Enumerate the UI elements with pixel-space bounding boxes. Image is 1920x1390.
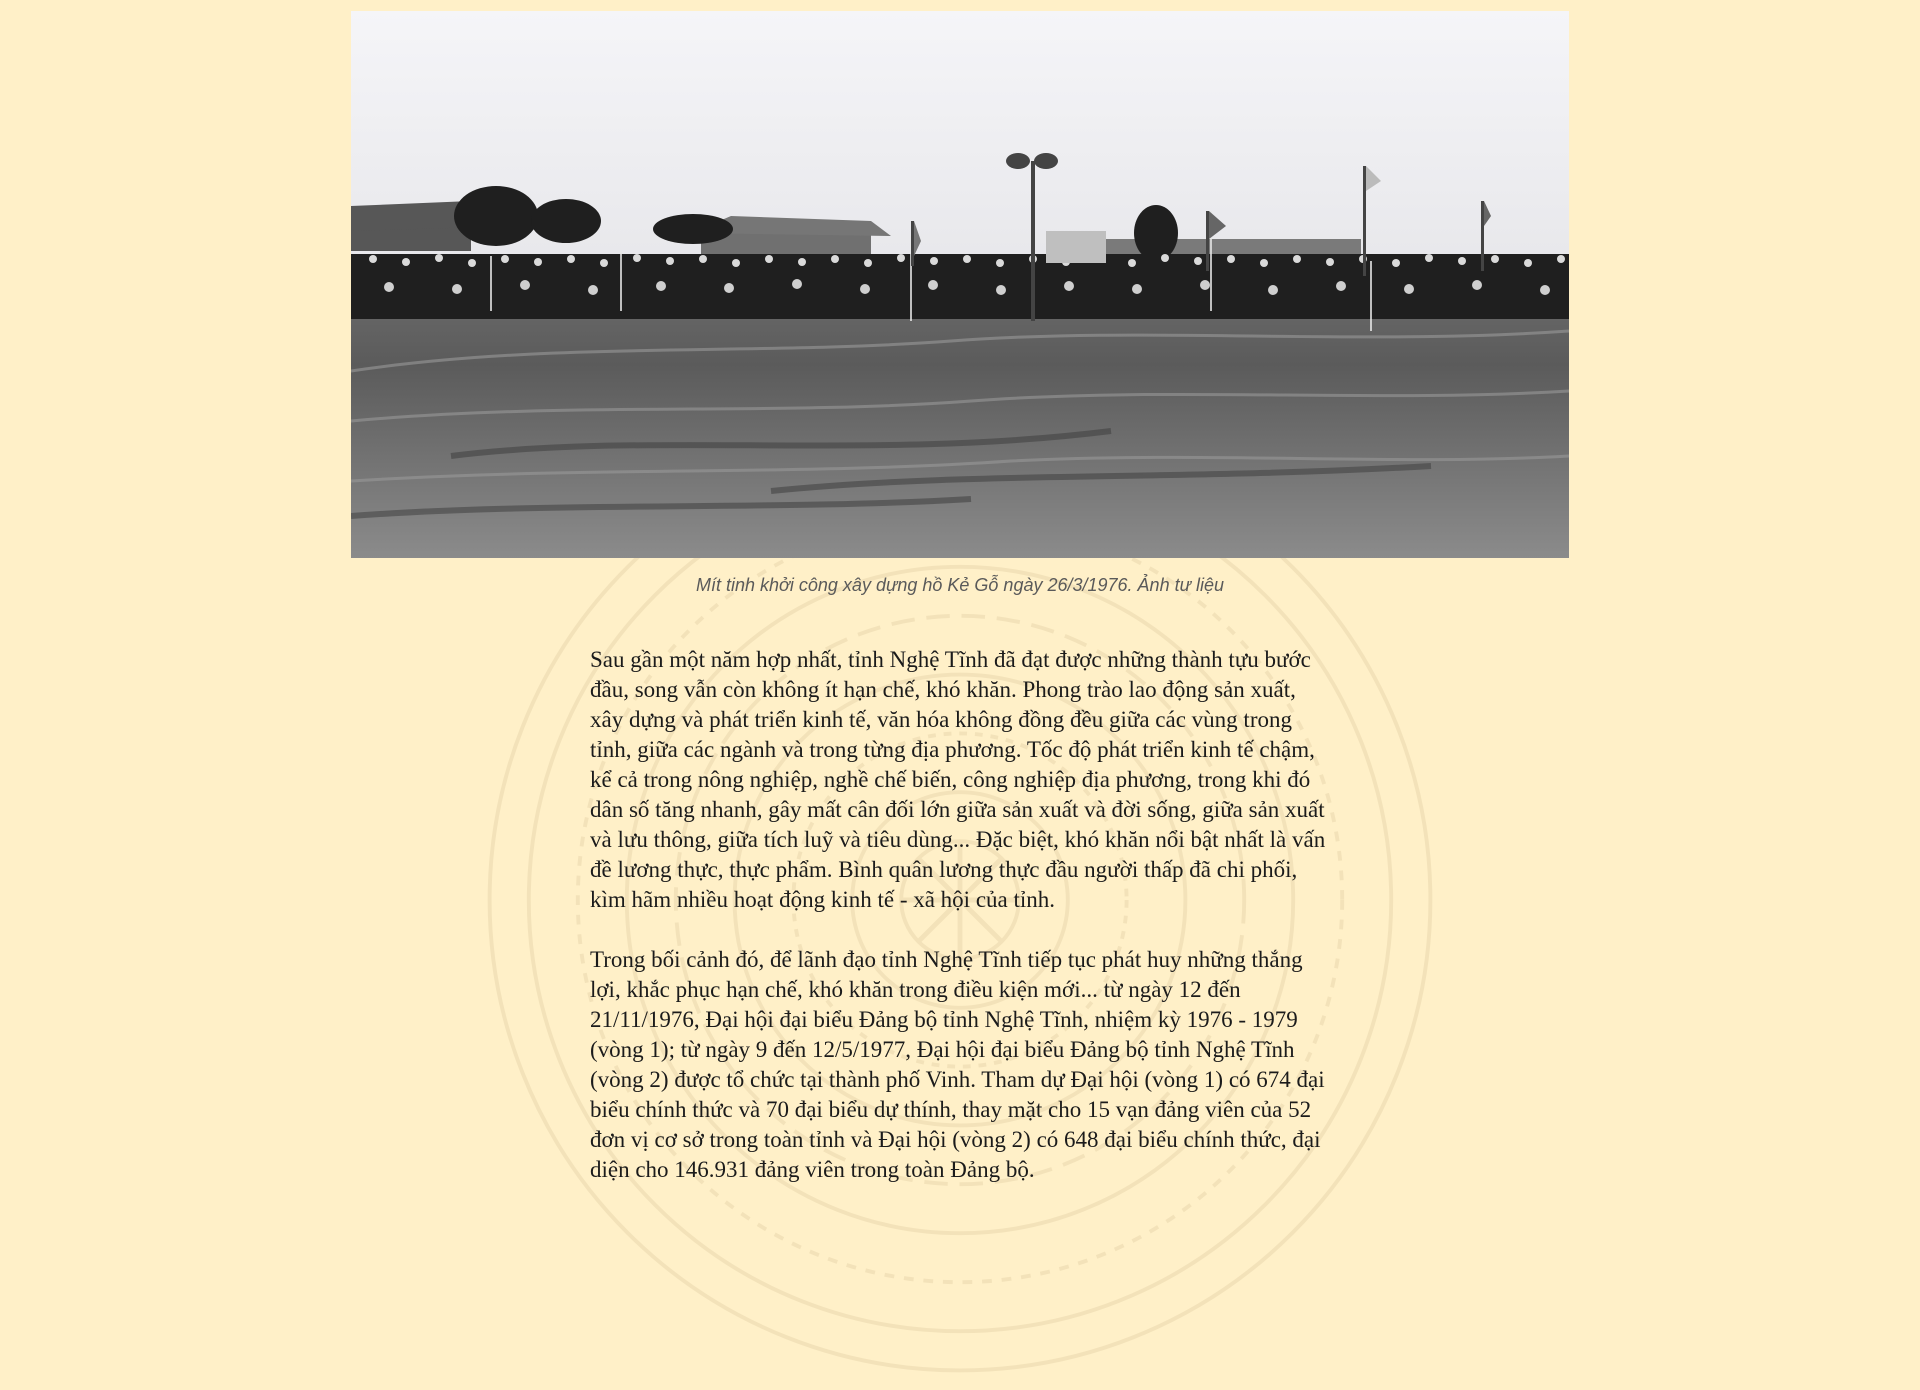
photo-image	[351, 11, 1569, 558]
paragraph: Sau gần một năm hợp nhất, tỉnh Nghệ Tĩnh đã đạt được những thành tựu bước đầu, song vẫn còn không ít hạn chế, khó khăn. Phong trào lao động sản xuất, xây dựng và phát triển kinh tế, văn hóa không đồng đều giữa các vùng trong tỉnh, giữa các ngành và trong từng địa phương. Tốc độ phát triển kinh tế chậm, kể cả trong nông nghiệp, nghề chế biến, công nghiệp địa phương, trong khi đó dân số tăng nhanh, gây mất cân đối lớn giữa sản xuất và đời sống, giữa sản xuất và lưu thông, giữa tích luỹ và tiêu dùng... Đặc biệt, khó khăn nổi bật nhất là vấn đề lương thực, thực phẩm. Bình quân lương thực đầu người thấp đã chi phối, kìm hãm nhiều hoạt động kinh tế - xã hội của tỉnh.	[590, 647, 1326, 912]
article-body	[590, 645, 1330, 1215]
paragraph: Trong bối cảnh đó, để lãnh đạo tỉnh Nghệ Tĩnh tiếp tục phát huy những thắng lợi, khắc phục hạn chế, khó khăn trong điều kiện mới... từ ngày 12 đến 21/11/1976, Đại hội đại biểu Đảng bộ tỉnh Nghệ Tĩnh, nhiệm kỳ 1976 - 1979 (vòng 1); từ ngày 9 đến 12/5/1977, Đại hội đại biểu Đảng bộ tỉnh Nghệ Tĩnh (vòng 2) được tổ chức tại thành phố Vinh. Tham dự Đại hội (vòng 1) có 674 đại biểu chính thức và 70 đại biểu dự thính, thay mặt cho 15 vạn đảng viên của 52 đơn vị cơ sở trong toàn tỉnh và Đại hội (vòng 2) có 648 đại biểu chính thức, đại diện cho 146.931 đảng viên trong toàn Đảng bộ.	[590, 947, 1325, 1182]
historical-photo	[351, 11, 1569, 558]
photo-caption: Mít tinh khởi công xây dựng hồ Kẻ Gỗ ngày 26/3/1976. Ảnh tư liệu	[695, 575, 1225, 595]
